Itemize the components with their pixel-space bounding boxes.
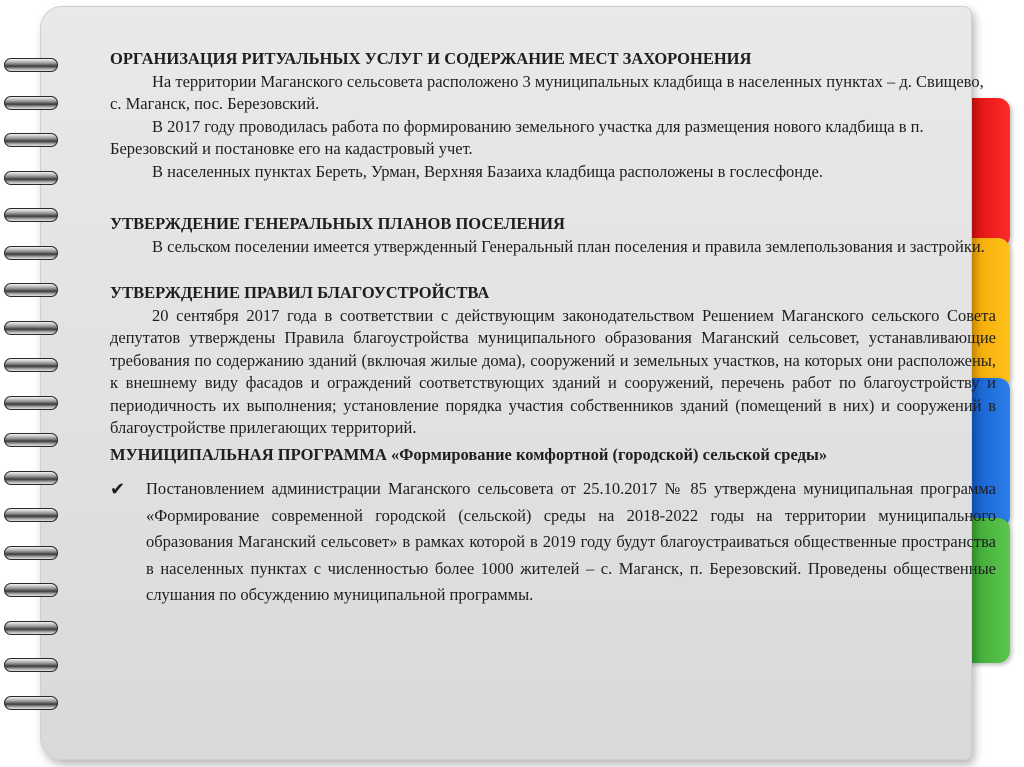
spiral-ring-icon [4,696,58,710]
spiral-ring-icon [4,283,58,297]
bullet-text: Постановлением администрации Маганского сельсовета от 25.10.2017 № 85 утверждена муниципальная программа «Формирование современной городской (сельской) среды на 2018-2022 годы на территории муниципального образования Маганский сельсовет» в рамках которой в 2019 году будут благоустраиваться общественные пространства в населенных пунктах с численностью более 1000 жителей – с. Маганск, п. Березовский. Проведены общественные слушания по обсуждению муниципальной программы. [146,479,996,605]
spiral-ring-icon [4,96,58,110]
paragraph: В сельском поселении имеется утвержденный Генеральный план поселения и правила землепользования и застройки. [152,236,985,256]
spiral-binding [0,58,60,718]
paragraph: На территории Маганского сельсовета расположено 3 муниципальных кладбища в населенных пунктах – д. Свищево, с. Маганск, пос. Березовский. [110,71,984,113]
spiral-ring-icon [4,58,58,72]
spiral-ring-icon [4,583,58,597]
list-item [110,476,996,609]
spiral-ring-icon [4,208,58,222]
spiral-ring-icon [4,658,58,672]
heading-municipal-program: МУНИЦИПАЛЬНАЯ ПРОГРАММА «Формирование комфортной (городской) сельской среды» [110,444,828,464]
heading-improvement-rules: УТВЕРЖДЕНИЕ ПРАВИЛ БЛАГОУСТРОЙСТВА [110,283,490,302]
check-icon: ✔ [110,479,126,499]
spiral-ring-icon [4,546,58,560]
paragraph: 20 сентября 2017 года в соответствии с действующим законодательством Решением Маганского сельского Совета депутатов утверждены Правила благоустройства муниципального образования Маганский сельсовет, устанавливающие требования по содержанию зданий (включая жилые дома), сооружений и земельных участков, на которых они расположены, к внешнему виду фасадов и ограждений соответствующих зданий и сооружений, перечень работ по благоустройству и периодичность их выполнения; установление порядка участия собственников зданий (помещений в них) и сооружений в благоустройстве прилегающих территорий. [110,305,996,437]
paragraph: В населенных пунктах Береть, Урман, Верхняя Базаиха кладбища расположены в гослесфонде. [152,161,823,181]
spiral-ring-icon [4,133,58,147]
spiral-ring-icon [4,358,58,372]
spiral-ring-icon [4,471,58,485]
spiral-ring-icon [4,621,58,635]
slide-content [110,48,996,609]
spiral-ring-icon [4,396,58,410]
spiral-ring-icon [4,246,58,260]
spiral-ring-icon [4,321,58,335]
spiral-ring-icon [4,508,58,522]
heading-general-plans: УТВЕРЖДЕНИЕ ГЕНЕРАЛЬНЫХ ПЛАНОВ ПОСЕЛЕНИЯ [110,214,565,233]
spiral-ring-icon [4,171,58,185]
spiral-ring-icon [4,433,58,447]
paragraph: В 2017 году проводилась работа по формированию земельного участка для размещения нового кладбища в п. Березовский и постановке его на кадастровый учет. [110,116,924,158]
heading-ritual-services: ОРГАНИЗАЦИЯ РИТУАЛЬНЫХ УСЛУГ И СОДЕРЖАНИЕ МЕСТ ЗАХОРОНЕНИЯ [110,49,752,68]
